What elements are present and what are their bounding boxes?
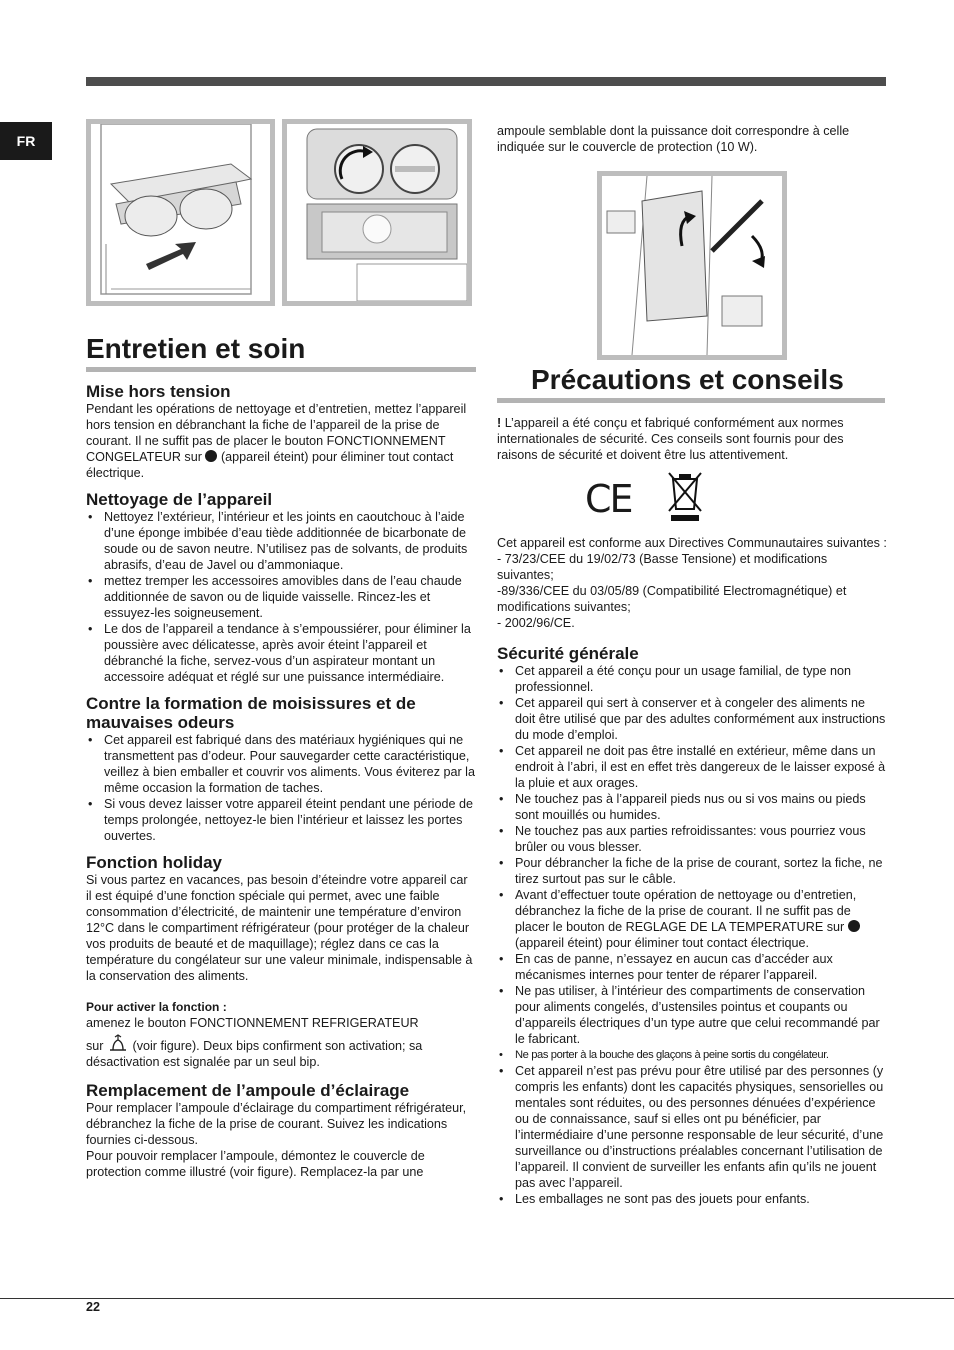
text-activer-line2 — [86, 1034, 476, 1070]
figure-spacer — [497, 155, 887, 364]
text-activer-confirm: (voir figure). Deux bips confirment son activation; sa désactivation est signalée par un seul bip. — [86, 1039, 423, 1069]
text-mise-hors-tension-a: Pendant les opérations de nettoyage et d’entretien, mettez l’appareil hors tension en débranchant la fiche de l’appareil de la prise de courant. Il ne suffit pas de placer le bouton FONCTIONNEMENT CONGELATEUR sur — [86, 402, 467, 464]
list-nettoyage — [86, 509, 476, 685]
off-position-icon — [205, 450, 217, 462]
heading-securite-generale: Sécurité générale — [497, 644, 639, 663]
list-item: • Ne pas utiliser, à l’intérieur des compartiments de conservation pour aliments congelés, d’ustensiles pointus et coupants ou d’appareils électriques d’un type autre que celui recommandé par le fabricant. — [497, 983, 887, 1047]
list-item: • Cet appareil ne doit pas être installé en extérieur, même dans un endroit à l’abri, il est en effet très dangereux de le laisser exposé à la pluie et aux orages. — [497, 743, 887, 791]
list-item: • Cet appareil est fabriqué dans des matériaux hygiéniques qui ne transmettent pas d’odeur. Pour sauvegarder cette caractéristique, veillez à bien emballer et couvrir vos aliments. Vous éviterez par la même occasion la formation de taches. — [86, 732, 476, 796]
list-moisissures — [86, 732, 476, 844]
directive-line: -89/336/CEE du 03/05/89 (Compatibilité Electromagnétique) et modifications suivantes; — [497, 584, 847, 614]
heading-remplacement-ampoule: Remplacement de l’ampoule d’éclairage — [86, 1081, 410, 1100]
ice-tray-illustration — [91, 124, 270, 301]
list-item: • En cas de panne, n’essayez en aucun cas d’accéder aux mécanismes internes pour tenter de réparer l’appareil. — [497, 951, 887, 983]
list-item: • Ne touchez pas à l’appareil pieds nus ou si vos mains ou pieds sont mouillés ou humides. — [497, 791, 887, 823]
ce-mark: CE — [585, 477, 632, 521]
text-mise-hors-tension-b: (appareil éteint) pour éliminer tout contact électrique. — [86, 450, 454, 480]
section-title-precautions: Précautions et conseils — [531, 364, 844, 395]
directive-line: Cet appareil est conforme aux Directives Communautaires suivantes : — [497, 536, 887, 550]
list-item: • Cet appareil qui sert à conserver et à congeler des aliments ne doit être utilisé que par des adultes conformément aux instructions du mode d’emploi. — [497, 695, 887, 743]
list-item: • Cet appareil a été conçu pour un usage familial, de type non professionnel. — [497, 663, 887, 695]
text-sur: sur — [86, 1039, 104, 1053]
list-item: • Le dos de l’appareil a tendance à s’empoussiérer, pour éliminer la poussière avec délicatesse, après avoir éteint l’appareil et débranché la fiche, servez-vous d’un aspirateur montant un accessoire adéquat et réglé sur une puissance intermédiaire. — [86, 621, 476, 685]
list-item — [497, 887, 887, 951]
title-rule — [497, 398, 885, 403]
certification-marks — [497, 463, 887, 535]
page-number: 22 — [86, 1300, 101, 1314]
title-rule — [86, 367, 476, 372]
directives-list — [497, 535, 887, 631]
control-knobs-figure — [282, 119, 472, 306]
warning-text: L’appareil a été conçu et fabriqué conformément aux normes internationales de sécurité. Ces conseils sont fournis pour des raisons de sécurité et doivent être lus attentivement. — [497, 416, 844, 462]
paragraph-fonction-holiday: Si vous partez en vacances, pas besoin d’éteindre votre appareil car il est équipé d’une fonction spéciale qui permet, avec une faible consommation d’électricité, de maintenir une température d’environ 12°C dans le compartiment réfrigérateur (pour protéger de la chaleur vos produits de beauté et de maquillage); réglez dans ce cas la température du congélateur sur une valeur minimale, indispensable à la conservation des aliments. — [86, 873, 473, 983]
warning-mark: ! — [497, 416, 502, 430]
directive-line: - 73/23/CEE du 19/02/73 (Basse Tensione) et modifications suivantes; — [497, 552, 828, 582]
heading-moisissures: Contre la formation de moisissures et de mauvaises odeurs — [86, 694, 416, 732]
knobs-illustration — [287, 124, 467, 301]
text-reglage-b: (appareil éteint) pour éliminer tout contact électrique. — [515, 936, 810, 950]
directive-line: - 2002/96/CE. — [497, 616, 575, 630]
footer-rule — [0, 1298, 954, 1299]
list-item: • Pour débrancher la fiche de la prise de courant, sortez la fiche, ne tirez surtout pas sur le câble. — [497, 855, 887, 887]
list-item: • mettez tremper les accessoires amovibles dans de l’eau chaude additionnée de savon ou de liquide vaisselle. Rincez-les et essuyez-les soigneusement. — [86, 573, 476, 621]
heading-mise-hors-tension: Mise hors tension — [86, 382, 231, 401]
heading-fonction-holiday: Fonction holiday — [86, 853, 222, 872]
off-position-icon — [848, 920, 860, 932]
left-column — [86, 333, 476, 1180]
list-item: • Les emballages ne sont pas des jouets pour enfants. — [497, 1191, 887, 1207]
list-securite — [497, 663, 887, 1207]
top-rule — [86, 77, 886, 86]
section-title-entretien: Entretien et soin — [86, 333, 306, 364]
language-tab: FR — [0, 122, 52, 160]
holiday-icon — [107, 1034, 129, 1052]
text-reglage-a: Avant d’effectuer toute opération de nettoyage ou d’entretien, débranchez la fiche de la prise de courant. Il ne suffit pas de placer le bouton de REGLAGE DE LA TEMPERATURE sur — [515, 888, 857, 934]
list-item: • Nettoyez l’extérieur, l’intérieur et les joints en caoutchouc à l’aide d’une éponge imbibée d’eau tiède additionnée de bicarbonate de soude ou de savon neutre. N’utilisez pas de solvants, de produits abrasifs, d’eau de Javel ou d’ammoniaque. — [86, 509, 476, 573]
paragraph-mise-hors-tension — [86, 401, 476, 481]
list-item: • Ne pas porter à la bouche des glaçons à peine sortis du congélateur. — [497, 1047, 887, 1063]
text-activer-line1: amenez le bouton FONCTIONNEMENT REFRIGERATEUR — [86, 1016, 419, 1030]
paragraph-warning — [497, 415, 887, 463]
list-item: • Cet appareil n’est pas prévu pour être utilisé par des personnes (y compris les enfants) dont les capacités physiques, sensorielles ou mentales sont réduites, ou des personnes dénuées d’expérience ou de connaissance, sauf si elles ont pu bénéficier, par l’intermédiaire d’une personne responsable de leur sécurité, d’une surveillance ou d’instructions préalables concernant l’utilisation de l’appareil. Il convient de surveiller les enfants afin qu’ils ne jouent pas avec l’appareil. — [497, 1063, 887, 1191]
right-column — [497, 123, 887, 1207]
paragraph-ampoule-continued: ampoule semblable dont la puissance doit correspondre à celle indiquée sur le couvercle de protection (10 W). — [497, 124, 850, 154]
list-item: • Si vous devez laisser votre appareil éteint pendant une période de temps prolongée, nettoyez-le bien l’intérieur et laissez les portes ouvertes. — [86, 796, 476, 844]
heading-nettoyage: Nettoyage de l’appareil — [86, 490, 273, 509]
list-item: • Ne touchez pas aux parties refroidissantes: vous pourriez vous brûler ou vous blesser. — [497, 823, 887, 855]
weee-bin-icon — [665, 469, 705, 521]
paragraph-ampoule-1: Pour remplacer l’ampoule d’éclairage du compartiment réfrigérateur, débranchez la fiche de la prise de courant. Suivez les indications fournies ci-dessous. — [86, 1101, 467, 1147]
subheading-activer: Pour activer la fonction : — [86, 1000, 227, 1014]
ice-tray-figure — [86, 119, 275, 306]
paragraph-ampoule-2: Pour pouvoir remplacer l’ampoule, démontez le couvercle de protection comme illustré (voir figure). Remplacez-la par une — [86, 1149, 425, 1179]
